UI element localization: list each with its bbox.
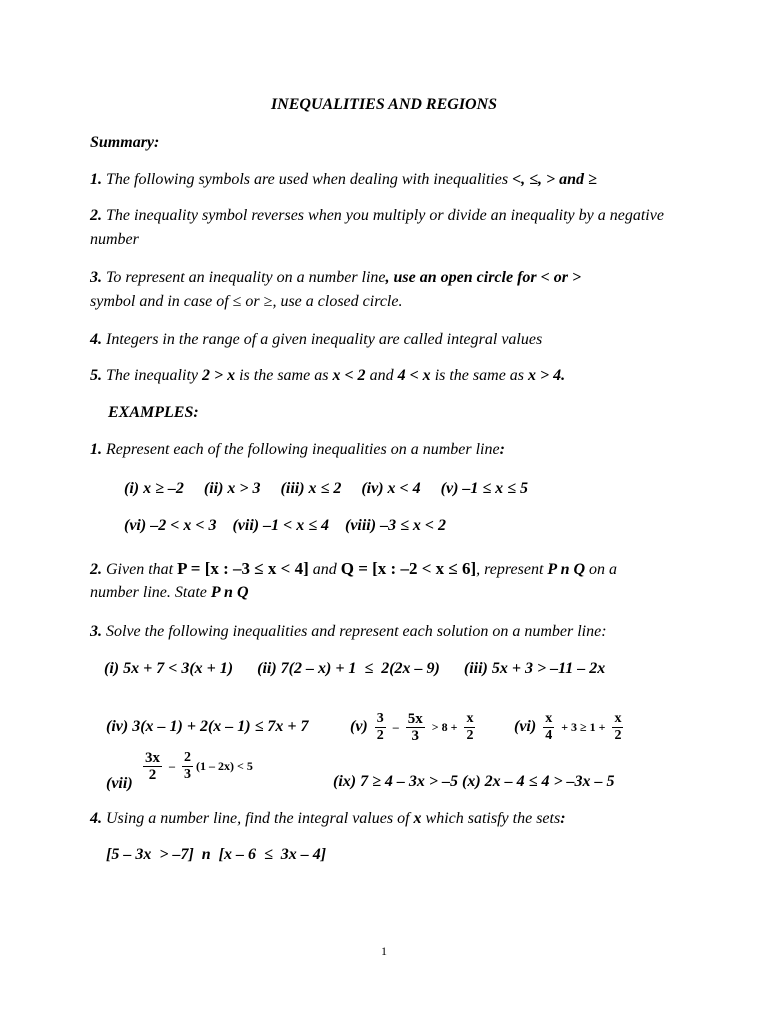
fraction: $\frac{5x}{3}$ [407, 710, 423, 744]
question-3-row-1: (i) 5x + 7 < 3(x + 1) (ii) 7(2 – x) + 1 ≤ 2(2x – 9) (iii) 5x + 3 > –11 – 2x [104, 660, 606, 677]
fraction: $\frac{3x}{2}$ [145, 750, 160, 783]
page-title: INEQUALITIES AND REGIONS [270, 96, 498, 113]
question-4-sets: [5 – 3x > –7] n [x – 6 ≤ 3x – 4] [106, 846, 327, 863]
fraction: $\frac{2}{3}$ [184, 750, 191, 782]
question-1: 1. Represent each of the following inequalities on a number line: [90, 441, 505, 458]
set-q: Q = [x : –2 < x ≤ 6] [340, 559, 477, 578]
fraction: $\frac{x}{4}$ [545, 710, 553, 743]
fraction: $\frac{3}{2}$ [376, 710, 384, 743]
question-1-row-2: (vi) –2 < x < 3 (vii) –1 < x ≤ 4 (viii) –3 ≤ x < 2 [124, 517, 446, 534]
page-number: 1 [381, 944, 387, 958]
summary-item-1: 1. The following symbols are used when dealing with inequalities <, ≤, > and ≥ [90, 171, 597, 188]
question-3: 3. Solve the following inequalities and represent each solution on a number line: [90, 623, 607, 640]
set-p: P = [x : –3 ≤ x < 4] [177, 559, 309, 578]
summary-item-5: 5. The inequality 2 > x is the same as x < 2 and 4 < x is the same as x > 4. [90, 367, 566, 384]
question-2-line-2: number line. State P n Q [90, 584, 249, 601]
question-3-ix-x: (ix) 7 ≥ 4 – 3x > –5 (x) 2x – 4 ≤ 4 > –3x – 5 [333, 773, 615, 790]
summary-item-3-line2: symbol and in case of ≤ or ≥, use a closed circle. [90, 293, 403, 310]
summary-item-3: 3. To represent an inequality on a number line, use an open circle for < or > [90, 269, 582, 286]
fraction: $\frac{x}{2}$ [614, 710, 622, 743]
question-1-row-1: (i) x ≥ –2 (ii) x > 3 (iii) x ≤ 2 (iv) x < 4 (v) –1 ≤ x ≤ 5 [124, 480, 528, 497]
question-3-vi: (vi) $\frac{x}{4}$ + 3 ≥ 1 + $\frac{x}{2}$ [514, 710, 622, 743]
question-3-vii: (vii) $\frac{3x}{2}$ – $\frac{2}{3}$ (1 – 2x) < 5 [106, 750, 253, 792]
summary-item-2: 2. The inequality symbol reverses when you multiply or divide an inequality by a negative number [90, 207, 664, 248]
fraction: $\frac{x}{2}$ [466, 710, 474, 743]
question-2: 2. Given that P = [x : –3 ≤ x < 4] and Q = [x : –2 < x ≤ 6], represent P n Q on a [90, 559, 618, 578]
summary-heading: Summary: [90, 134, 160, 151]
summary-item-4: 4. Integers in the range of a given inequality are called integral values [90, 331, 543, 348]
question-4: 4. Using a number line, find the integral values of x which satisfy the sets: [90, 810, 566, 827]
question-3-v: (v) $\frac{3}{2}$ – $\frac{5x}{3}$ > 8 + $\frac{x}{2}$ [350, 710, 474, 744]
question-3-iv: (iv) 3(x – 1) + 2(x – 1) ≤ 7x + 7 [106, 718, 309, 735]
examples-heading: EXAMPLES: [108, 404, 199, 421]
